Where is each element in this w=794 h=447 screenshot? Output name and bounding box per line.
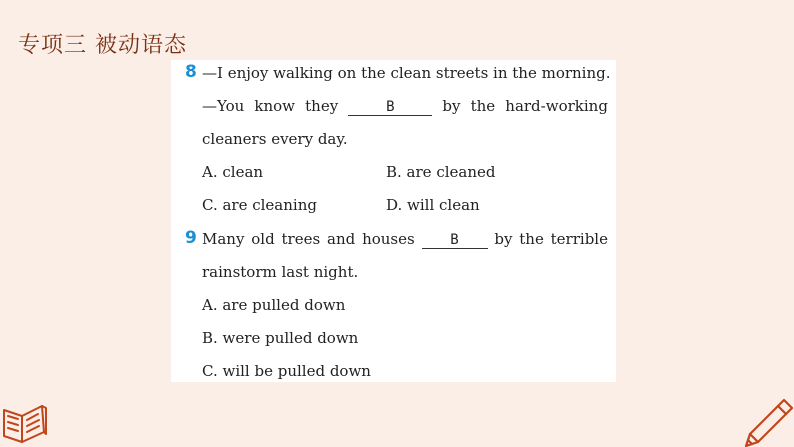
- word: they: [305, 97, 339, 115]
- word: know: [254, 97, 296, 115]
- word: houses: [362, 230, 415, 248]
- option-8-a[interactable]: A. clean: [202, 163, 264, 181]
- page-title: 专项三 被动语态: [18, 33, 187, 58]
- question-8-line-2: [202, 97, 608, 116]
- word: terrible: [550, 230, 608, 248]
- question-9-line-2: rainstorm last night.: [202, 263, 359, 281]
- option-8-b[interactable]: B. are cleaned: [386, 163, 496, 181]
- pencil-icon: [740, 396, 794, 447]
- open-book-icon: [0, 396, 50, 446]
- option-8-d[interactable]: D. will clean: [386, 196, 480, 214]
- word: hard-working: [505, 97, 608, 115]
- question-number-9: 9: [185, 228, 197, 248]
- question-number-8: 8: [185, 62, 197, 82]
- option-9-c[interactable]: C. will be pulled down: [202, 362, 371, 380]
- answer-blank-8[interactable]: B: [348, 99, 432, 116]
- word: by: [442, 97, 461, 115]
- word: the: [470, 97, 496, 115]
- option-8-c[interactable]: C. are cleaning: [202, 196, 317, 214]
- answer-blank-9[interactable]: B: [422, 232, 488, 249]
- word: —You: [202, 97, 245, 115]
- word: by: [494, 230, 513, 248]
- word: and: [327, 230, 356, 248]
- question-8-line-3: cleaners every day.: [202, 130, 348, 148]
- question-9-line-1: [202, 230, 608, 249]
- word: old: [251, 230, 275, 248]
- word: trees: [281, 230, 321, 248]
- word: Many: [202, 230, 245, 248]
- exercise-card: [171, 60, 616, 382]
- question-8-line-1: —I enjoy walking on the clean streets in the morning.: [202, 64, 611, 82]
- word: the: [519, 230, 544, 248]
- option-9-b[interactable]: B. were pulled down: [202, 329, 359, 347]
- option-9-a[interactable]: A. are pulled down: [202, 296, 346, 314]
